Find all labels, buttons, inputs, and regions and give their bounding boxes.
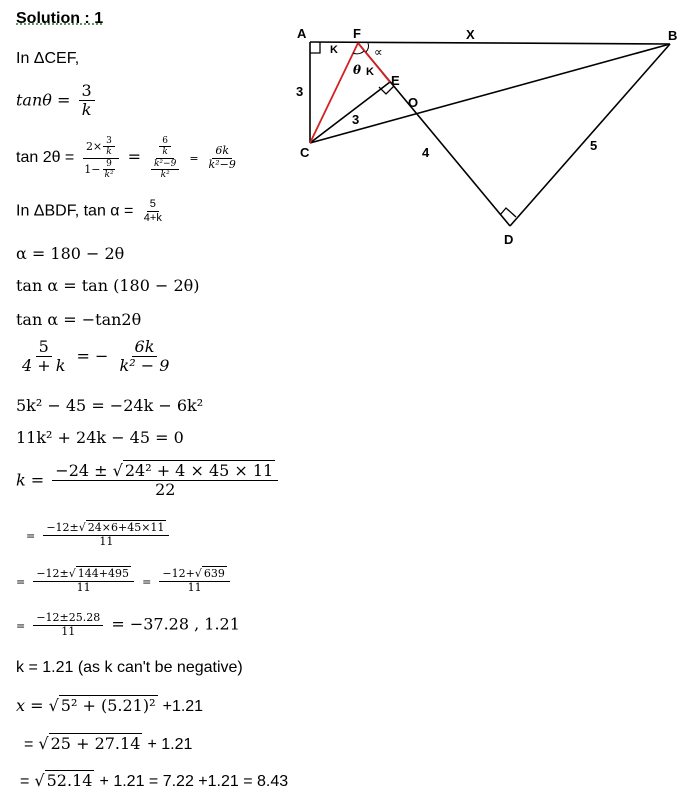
line-tan-theta bbox=[16, 82, 98, 120]
frac1-num: 2× $\frac{3}{k}$ bbox=[83, 136, 119, 159]
segment-ce bbox=[310, 82, 390, 143]
point-label-o: O bbox=[408, 95, 419, 110]
segment-bd bbox=[510, 44, 670, 226]
numerator: −12±25.28 bbox=[33, 612, 103, 626]
numerator-1: 5 bbox=[36, 338, 52, 357]
line-simplify-3 bbox=[16, 612, 240, 638]
angle-arc-alpha bbox=[366, 43, 368, 52]
line-alpha-eq: α = 180 − 2θ bbox=[16, 244, 125, 263]
numerator-1: −12±√ 144+495 bbox=[33, 568, 134, 582]
equals-1: = bbox=[127, 146, 141, 166]
lhs: k = bbox=[16, 470, 45, 490]
denominator: 11 bbox=[99, 534, 114, 548]
equals-2: = bbox=[142, 575, 152, 589]
equals: = bbox=[24, 736, 34, 753]
label-fe-k: K bbox=[366, 66, 374, 78]
label-af-k: K bbox=[330, 44, 338, 56]
line-quadratic-formula bbox=[16, 462, 281, 500]
denominator-2: k² − 9 bbox=[119, 356, 170, 376]
roots: = −37.28 , 1.21 bbox=[111, 614, 240, 634]
denominator-1: 4 + k bbox=[22, 356, 66, 376]
numerator: −24 ± √ 24² + 4 × 45 × 11 bbox=[52, 462, 278, 481]
numerator: 3 bbox=[79, 82, 95, 101]
denominator: k bbox=[81, 100, 92, 120]
rest: + 1.21 bbox=[147, 736, 193, 753]
frac1-den: 1− $\frac{9}{\text{k²}}$ bbox=[84, 158, 114, 181]
frac2-den: $\frac{\text{k²−9}}{\text{k²}}$ bbox=[148, 159, 182, 181]
radicand: 52.14 bbox=[46, 771, 93, 790]
radicand: 5² + (5.21)² bbox=[60, 696, 156, 715]
point-label-a: A bbox=[297, 26, 307, 41]
equals-minus: = − bbox=[76, 346, 109, 366]
equals: = bbox=[16, 619, 26, 633]
line-ratio-eq bbox=[16, 338, 175, 376]
rest: + 1.21 = 7.22 +1.21 = 8.43 bbox=[99, 773, 289, 790]
geometry-figure bbox=[290, 22, 690, 252]
point-label-c: C bbox=[300, 145, 310, 160]
label-alpha: ∝ bbox=[374, 45, 383, 59]
line-quadratic: 11k² + 24k − 45 = 0 bbox=[16, 428, 184, 447]
lhs: tanθ = bbox=[16, 90, 71, 110]
denominator: 11 bbox=[61, 624, 76, 638]
line-x-result: = √ 52.14 + 1.21 = 7.22 +1.21 = 8.43 bbox=[20, 771, 289, 790]
equals-1: = bbox=[16, 575, 26, 589]
point-label-b: B bbox=[668, 28, 678, 43]
denominator: 4+k bbox=[143, 211, 162, 224]
point-label-f: F bbox=[353, 26, 361, 41]
numerator: 5 bbox=[147, 198, 159, 212]
numerator-2: 6k bbox=[132, 338, 158, 357]
frac2-num: $\frac{6}{k}$ bbox=[156, 136, 174, 159]
rest: +1.21 bbox=[162, 698, 204, 715]
label-ac-3: 3 bbox=[296, 84, 304, 99]
lhs: x = bbox=[16, 696, 44, 715]
denominator-1: 11 bbox=[76, 580, 91, 594]
denominator-2: 11 bbox=[187, 580, 202, 594]
line-in-cef: In ΔCEF, bbox=[16, 50, 80, 67]
label-x: X bbox=[466, 27, 475, 42]
line-tan-2theta bbox=[16, 136, 242, 180]
label-theta: θ bbox=[353, 63, 362, 77]
label-bd-5: 5 bbox=[590, 138, 598, 153]
point-label-d: D bbox=[504, 232, 514, 247]
line-simplify-1 bbox=[26, 522, 172, 548]
right-angle-a bbox=[310, 42, 320, 53]
point-label-e: E bbox=[391, 73, 400, 88]
equals: = bbox=[20, 773, 30, 790]
line-tan-alpha-1: tan α = tan (180 − 2θ) bbox=[16, 276, 200, 295]
equals-2: = bbox=[189, 151, 199, 165]
line-tan-alpha-2: tan α = −tan2θ bbox=[16, 310, 142, 329]
line-expand: 5k² − 45 = −24k − 6k² bbox=[16, 396, 204, 415]
frac3-den: k²−9 bbox=[208, 157, 236, 171]
frac3-num: 6k bbox=[212, 145, 232, 159]
line-x-step-2: = √ 25 + 27.14 + 1.21 bbox=[24, 734, 193, 753]
lhs: tan 2θ = bbox=[16, 148, 75, 166]
segment-cb bbox=[310, 44, 670, 143]
lhs: In ΔBDF, tan α = bbox=[16, 202, 134, 220]
line-in-bdf bbox=[16, 198, 168, 224]
label-ed-4: 4 bbox=[422, 145, 430, 160]
solution-title: Solution : 1 bbox=[16, 10, 104, 27]
numerator-2: −12+√ 639 bbox=[159, 568, 229, 582]
numerator: −12±√ 24×6+45×11 bbox=[43, 522, 169, 536]
segment-cf-red bbox=[310, 43, 358, 143]
line-k-value: k = 1.21 (as k can't be negative) bbox=[16, 659, 243, 676]
denominator: 22 bbox=[155, 480, 176, 500]
line-x-eq: x = √ 5² + (5.21)² +1.21 bbox=[16, 696, 204, 715]
segment-ab bbox=[310, 42, 670, 44]
label-ce-3: 3 bbox=[352, 112, 360, 127]
radicand: 25 + 27.14 bbox=[50, 734, 141, 753]
equals: = bbox=[26, 529, 36, 543]
line-simplify-2 bbox=[16, 568, 233, 594]
